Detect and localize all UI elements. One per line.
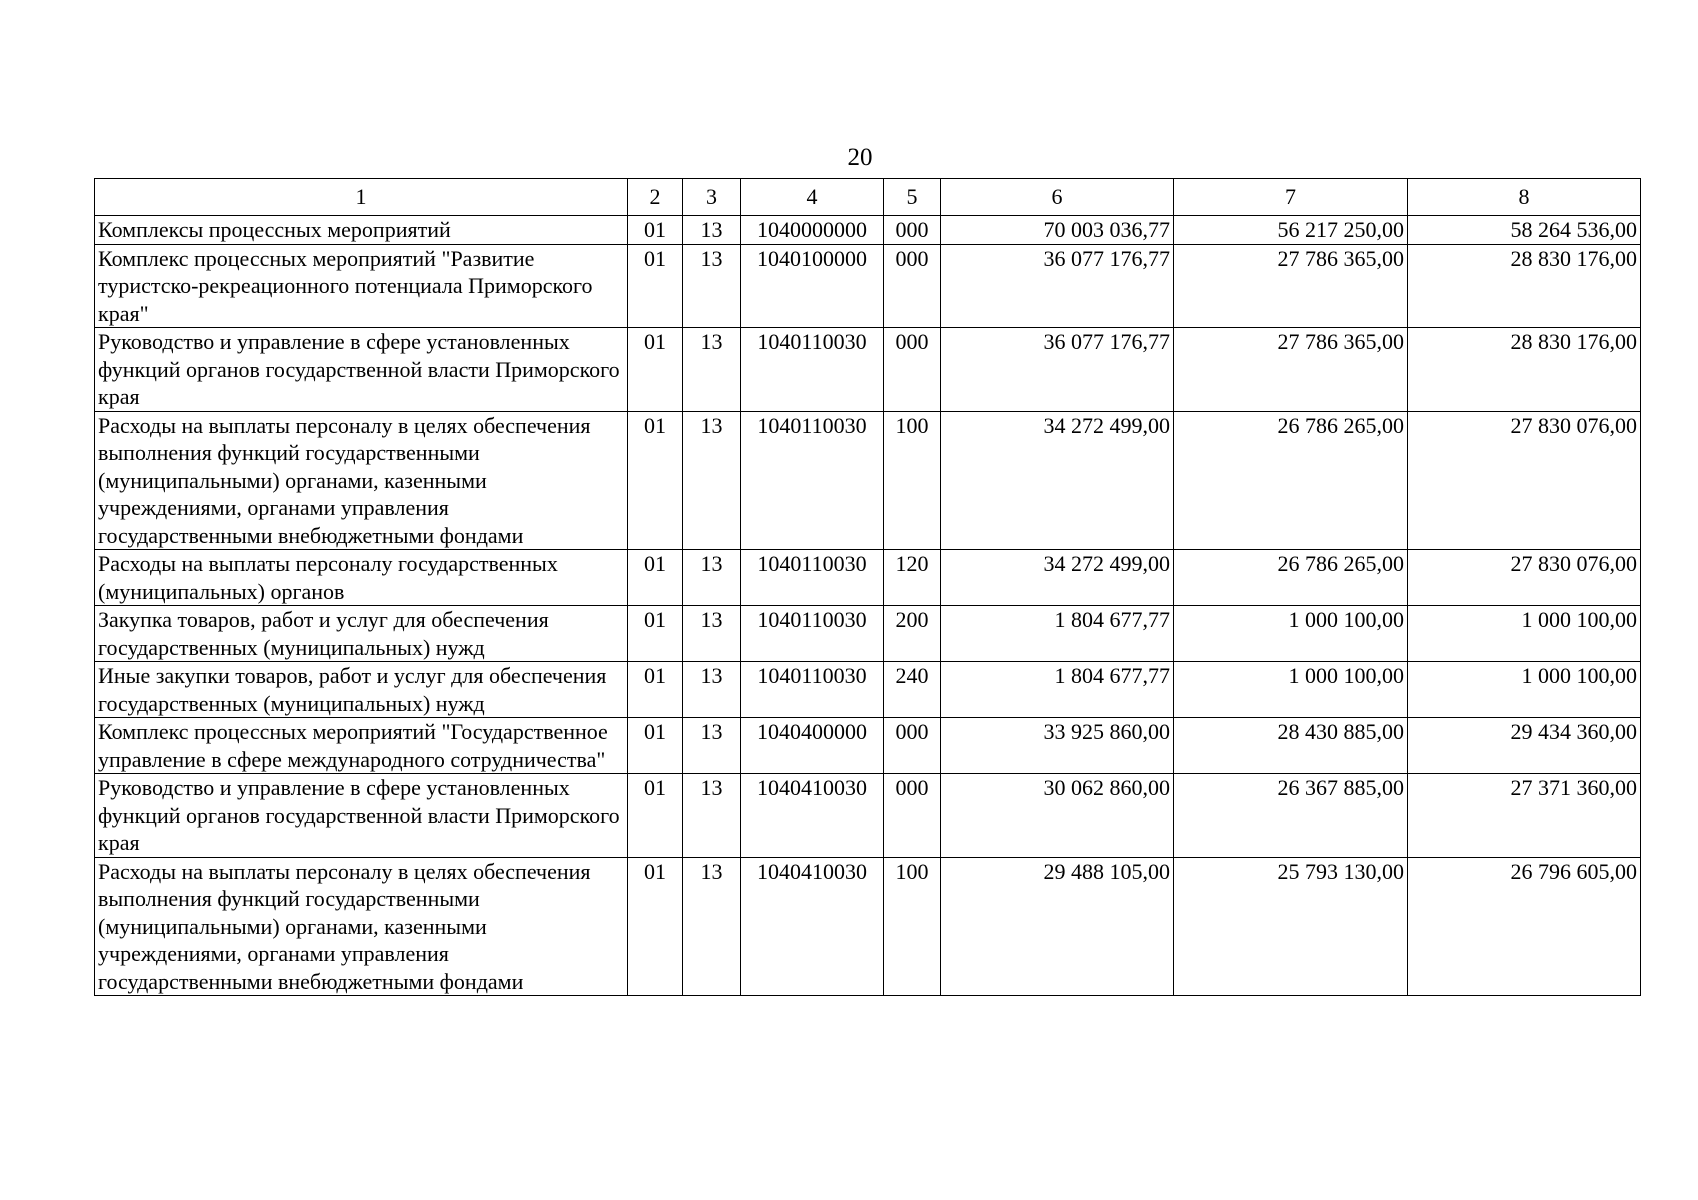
amount-col-8: 27 830 076,00 xyxy=(1408,411,1641,550)
column-header: 2 xyxy=(628,179,683,216)
expense-name: Расходы на выплаты персоналу в целях обеспечения выполнения функций государственными (муниципальными) органами, казенными учреждениями, органами управления государственными внебюджетными фондами xyxy=(95,857,628,996)
column-header: 7 xyxy=(1174,179,1408,216)
section-code: 01 xyxy=(628,550,683,606)
amount-col-6: 33 925 860,00 xyxy=(941,718,1174,774)
table-row xyxy=(95,244,1641,328)
amount-col-8: 29 434 360,00 xyxy=(1408,718,1641,774)
expense-name: Иные закупки товаров, работ и услуг для обеспечения государственных (муниципальных) нужд xyxy=(95,662,628,718)
amount-col-7: 26 367 885,00 xyxy=(1174,774,1408,858)
expense-type-code: 000 xyxy=(884,774,941,858)
column-header: 3 xyxy=(683,179,741,216)
amount-col-8: 1 000 100,00 xyxy=(1408,662,1641,718)
expense-name: Комплекс процессных мероприятий "Государственное управление в сфере международного сотрудничества" xyxy=(95,718,628,774)
subsection-code: 13 xyxy=(683,216,741,245)
subsection-code: 13 xyxy=(683,606,741,662)
section-code: 01 xyxy=(628,606,683,662)
amount-col-7: 27 786 365,00 xyxy=(1174,244,1408,328)
table-row xyxy=(95,411,1641,550)
section-code: 01 xyxy=(628,328,683,412)
table-row xyxy=(95,328,1641,412)
expense-name: Расходы на выплаты персоналу государственных (муниципальных) органов xyxy=(95,550,628,606)
section-code: 01 xyxy=(628,411,683,550)
column-header: 1 xyxy=(95,179,628,216)
amount-col-6: 36 077 176,77 xyxy=(941,244,1174,328)
amount-col-6: 34 272 499,00 xyxy=(941,550,1174,606)
expense-name: Расходы на выплаты персоналу в целях обеспечения выполнения функций государственными (муниципальными) органами, казенными учреждениями, органами управления государственными внебюджетными фондами xyxy=(95,411,628,550)
expense-name: Руководство и управление в сфере установленных функций органов государственной власти Приморского края xyxy=(95,328,628,412)
expense-name: Руководство и управление в сфере установленных функций органов государственной власти Приморского края xyxy=(95,774,628,858)
amount-col-6: 1 804 677,77 xyxy=(941,606,1174,662)
expense-name: Закупка товаров, работ и услуг для обеспечения государственных (муниципальных) нужд xyxy=(95,606,628,662)
subsection-code: 13 xyxy=(683,328,741,412)
target-article-code: 1040100000 xyxy=(741,244,884,328)
amount-col-7: 1 000 100,00 xyxy=(1174,662,1408,718)
amount-col-7: 27 786 365,00 xyxy=(1174,328,1408,412)
target-article-code: 1040400000 xyxy=(741,718,884,774)
column-header: 4 xyxy=(741,179,884,216)
table-row xyxy=(95,662,1641,718)
target-article-code: 1040110030 xyxy=(741,328,884,412)
expense-type-code: 100 xyxy=(884,857,941,996)
target-article-code: 1040110030 xyxy=(741,662,884,718)
subsection-code: 13 xyxy=(683,550,741,606)
table-row xyxy=(95,216,1641,245)
expense-type-code: 200 xyxy=(884,606,941,662)
expense-type-code: 000 xyxy=(884,244,941,328)
amount-col-8: 27 830 076,00 xyxy=(1408,550,1641,606)
amount-col-6: 29 488 105,00 xyxy=(941,857,1174,996)
subsection-code: 13 xyxy=(683,411,741,550)
amount-col-8: 27 371 360,00 xyxy=(1408,774,1641,858)
amount-col-8: 58 264 536,00 xyxy=(1408,216,1641,245)
subsection-code: 13 xyxy=(683,718,741,774)
column-header: 8 xyxy=(1408,179,1641,216)
expense-name: Комплекс процессных мероприятий "Развитие туристско-рекреационного потенциала Приморского края" xyxy=(95,244,628,328)
subsection-code: 13 xyxy=(683,857,741,996)
table-row xyxy=(95,857,1641,996)
amount-col-7: 56 217 250,00 xyxy=(1174,216,1408,245)
amount-col-7: 1 000 100,00 xyxy=(1174,606,1408,662)
target-article-code: 1040000000 xyxy=(741,216,884,245)
section-code: 01 xyxy=(628,857,683,996)
expense-type-code: 120 xyxy=(884,550,941,606)
table-row xyxy=(95,718,1641,774)
budget-table xyxy=(94,178,1641,996)
target-article-code: 1040110030 xyxy=(741,606,884,662)
amount-col-6: 70 003 036,77 xyxy=(941,216,1174,245)
amount-col-7: 25 793 130,00 xyxy=(1174,857,1408,996)
section-code: 01 xyxy=(628,662,683,718)
expense-name: Комплексы процессных мероприятий xyxy=(95,216,628,245)
expense-type-code: 000 xyxy=(884,718,941,774)
page-number: 20 xyxy=(847,144,873,171)
expense-type-code: 000 xyxy=(884,328,941,412)
subsection-code: 13 xyxy=(683,662,741,718)
amount-col-8: 1 000 100,00 xyxy=(1408,606,1641,662)
expense-type-code: 000 xyxy=(884,216,941,245)
amount-col-6: 36 077 176,77 xyxy=(941,328,1174,412)
table-row xyxy=(95,774,1641,858)
table-row xyxy=(95,550,1641,606)
expense-type-code: 100 xyxy=(884,411,941,550)
subsection-code: 13 xyxy=(683,244,741,328)
column-header: 6 xyxy=(941,179,1174,216)
target-article-code: 1040410030 xyxy=(741,857,884,996)
header-row xyxy=(95,179,1641,216)
amount-col-6: 30 062 860,00 xyxy=(941,774,1174,858)
amount-col-7: 28 430 885,00 xyxy=(1174,718,1408,774)
amount-col-7: 26 786 265,00 xyxy=(1174,550,1408,606)
table-body xyxy=(95,216,1641,996)
section-code: 01 xyxy=(628,718,683,774)
amount-col-8: 26 796 605,00 xyxy=(1408,857,1641,996)
amount-col-6: 1 804 677,77 xyxy=(941,662,1174,718)
amount-col-6: 34 272 499,00 xyxy=(941,411,1174,550)
amount-col-8: 28 830 176,00 xyxy=(1408,328,1641,412)
target-article-code: 1040110030 xyxy=(741,550,884,606)
target-article-code: 1040410030 xyxy=(741,774,884,858)
section-code: 01 xyxy=(628,244,683,328)
table-row xyxy=(95,606,1641,662)
target-article-code: 1040110030 xyxy=(741,411,884,550)
section-code: 01 xyxy=(628,216,683,245)
column-header: 5 xyxy=(884,179,941,216)
expense-type-code: 240 xyxy=(884,662,941,718)
amount-col-7: 26 786 265,00 xyxy=(1174,411,1408,550)
subsection-code: 13 xyxy=(683,774,741,858)
section-code: 01 xyxy=(628,774,683,858)
amount-col-8: 28 830 176,00 xyxy=(1408,244,1641,328)
